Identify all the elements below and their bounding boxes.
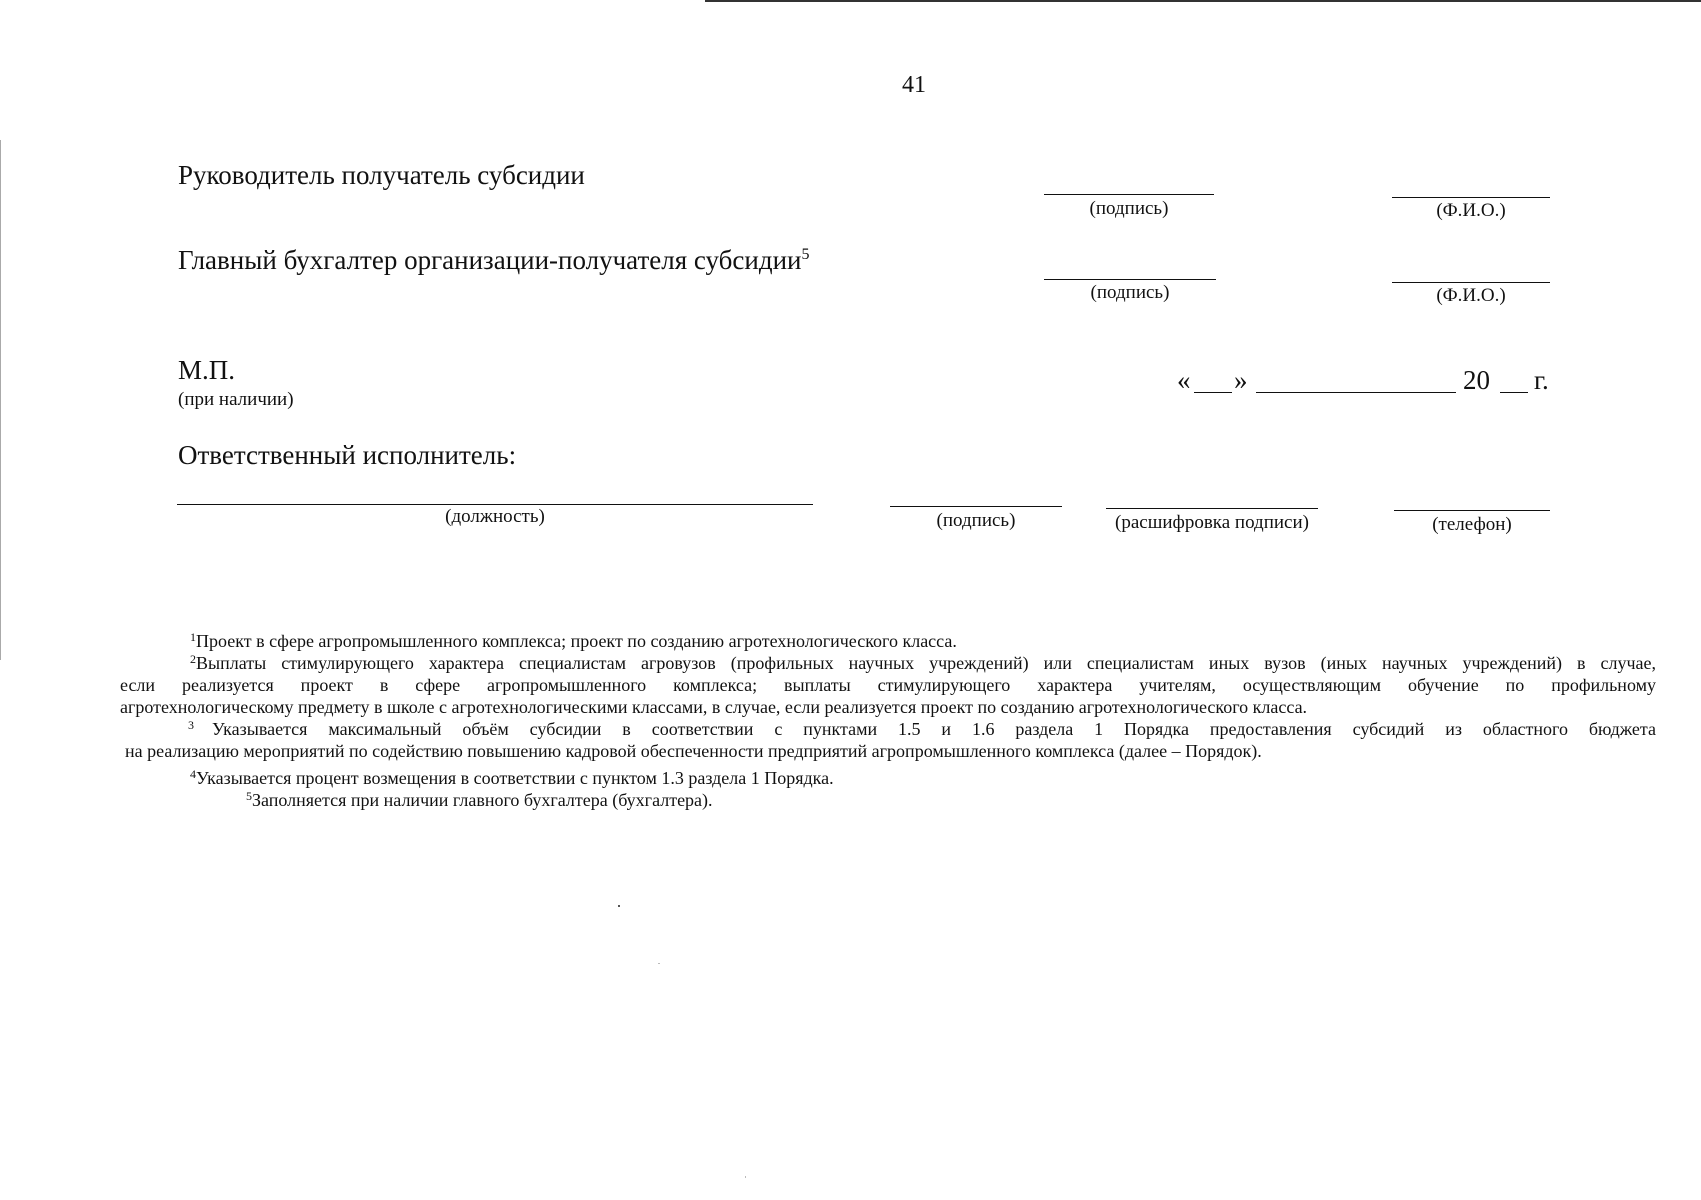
executor-signature-caption: (подпись) bbox=[936, 510, 1016, 531]
footnote-4-text: Указывается процент возмещения в соответствии с пунктом 1.3 раздела 1 Порядка. bbox=[196, 768, 834, 788]
executor-phone-line[interactable] bbox=[1394, 510, 1550, 511]
footnote-2 bbox=[120, 652, 1656, 718]
accountant-name-caption: (Ф.И.О.) bbox=[1436, 285, 1506, 306]
footnote-5-number: 5 bbox=[246, 789, 252, 803]
footnote-4-number: 4 bbox=[190, 767, 196, 781]
accountant-name-line[interactable] bbox=[1392, 282, 1550, 283]
date-close-quote: » bbox=[1234, 365, 1248, 395]
footnote-3-number: 3 bbox=[188, 718, 194, 732]
footnote-2-number: 2 bbox=[190, 652, 196, 666]
accountant-footnote-ref: 5 bbox=[801, 246, 810, 263]
head-label: Руководитель получатель субсидии bbox=[178, 160, 585, 190]
footnote-3-line-2: на реализацию мероприятий по содействию повышению кадровой обеспеченности предприятий агропромышленного комплекса (далее – Порядок). bbox=[125, 741, 1262, 761]
date-year-prefix: 20 bbox=[1463, 365, 1490, 395]
head-name-line[interactable] bbox=[1392, 197, 1550, 198]
footnote-1-text: Проект в сфере агропромышленного комплекса; проект по созданию агротехнологического класса. bbox=[196, 631, 957, 651]
scan-left-edge bbox=[0, 140, 1, 660]
date-year-line[interactable] bbox=[1500, 392, 1528, 393]
scan-speck bbox=[745, 1176, 746, 1178]
executor-decoding-caption: (расшифровка подписи) bbox=[1115, 512, 1309, 533]
footnote-5 bbox=[120, 789, 1656, 811]
head-name-caption: (Ф.И.О.) bbox=[1436, 200, 1506, 221]
executor-phone-caption: (телефон) bbox=[1432, 514, 1512, 535]
date-month-line[interactable] bbox=[1256, 392, 1456, 393]
footnote-2-line-1: Выплаты стимулирующего характера специалистам агровузов (профильных научных учреждений) или специалистам иных вузов (иных научных учреждений) в случае, bbox=[196, 653, 1656, 673]
executor-position-line[interactable] bbox=[177, 504, 813, 505]
footnote-2-line-2: если реализуется проект в сфере агропромышленного комплекса; выплаты стимулирующего характера учителям, осуществляющим обучение по профильному bbox=[120, 675, 1656, 695]
executor-decoding-line[interactable] bbox=[1106, 508, 1318, 509]
accountant-label-text: Главный бухгалтер организации-получателя субсидии bbox=[178, 245, 802, 275]
footnote-3-line-1: Указывается максимальный объём субсидии в соответствии с пунктами 1.5 и 1.6 раздела 1 Порядка предоставления субсидий из областного бюджета bbox=[212, 719, 1656, 739]
scan-speck bbox=[658, 963, 660, 964]
scan-speck bbox=[618, 905, 620, 907]
accountant-label bbox=[178, 245, 809, 276]
seal-label: М.П. bbox=[178, 355, 236, 385]
footnote-2-line-3: агротехнологическому предмету в школе с агротехнологическими классами, в случае, если реализуется проект по созданию агротехнологического класса. bbox=[120, 697, 1308, 717]
executor-label: Ответственный исполнитель: bbox=[178, 440, 517, 470]
executor-position-caption: (должность) bbox=[445, 506, 545, 527]
footnote-4 bbox=[120, 767, 1656, 789]
footnote-5-text: Заполняется при наличии главного бухгалтера (бухгалтера). bbox=[252, 790, 713, 810]
seal-note: (при наличии) bbox=[178, 389, 294, 410]
accountant-signature-line[interactable] bbox=[1044, 279, 1216, 280]
scan-top-edge bbox=[705, 0, 1701, 2]
footnote-1 bbox=[120, 630, 1656, 652]
head-signature-caption: (подпись) bbox=[1089, 198, 1169, 219]
page-number: 41 bbox=[902, 72, 926, 98]
date-open-quote: « bbox=[1177, 365, 1191, 395]
footnote-1-number: 1 bbox=[190, 630, 196, 644]
footnote-3 bbox=[120, 718, 1656, 762]
head-signature-line[interactable] bbox=[1044, 194, 1214, 195]
accountant-signature-caption: (подпись) bbox=[1090, 282, 1170, 303]
executor-signature-line[interactable] bbox=[890, 506, 1062, 507]
date-year-suffix: г. bbox=[1534, 365, 1549, 395]
date-day-line[interactable] bbox=[1194, 392, 1232, 393]
